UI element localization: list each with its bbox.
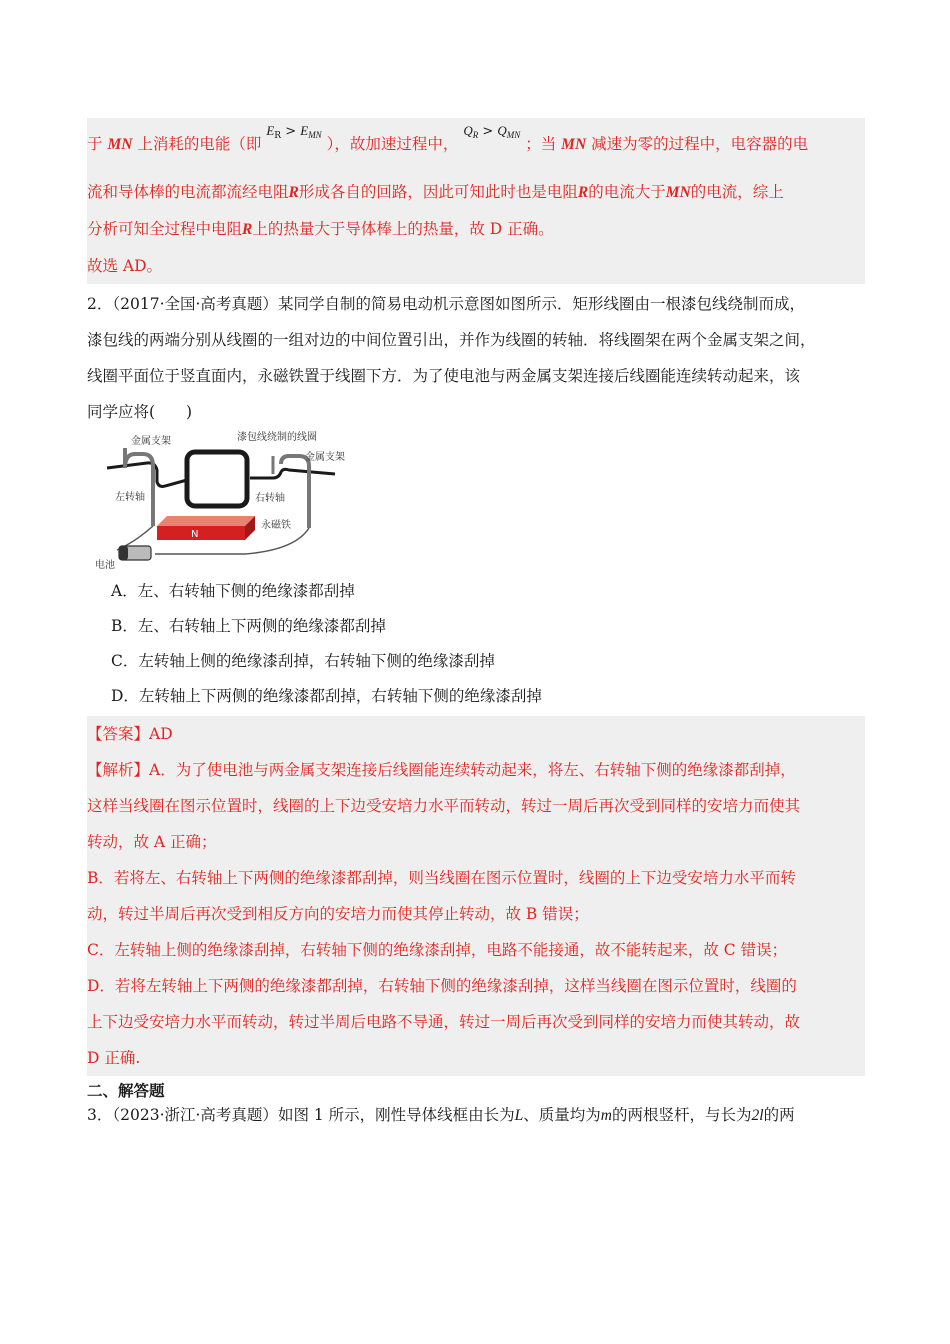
analysis-label: 【解析】	[87, 761, 150, 779]
analysis-line-2: 这样当线圈在图示位置时，线圈的上下边受安培力水平而转动，转过一周后再次受到同样的安培力而使其	[87, 797, 801, 815]
solution-line-3: 分析可知全过程中电阻R上的热量大于导体棒上的热量，故 D 正确。	[87, 220, 554, 238]
left-axle-wire	[107, 463, 187, 487]
q2-options	[87, 574, 865, 714]
motor-diagram-svg	[95, 430, 365, 570]
option-b: B．左、右转轴上下两侧的绝缘漆都刮掉	[111, 617, 386, 635]
answer-value: AD	[149, 725, 173, 743]
question-2	[87, 286, 865, 714]
solution-line-1: 于 MN 上消耗的电能（即 $E_R > E_{MN}$ ），故加速过程中， $Q_R > Q_{MN}$ ；当 MN 减速为零的过程中，电容器的电	[87, 124, 865, 170]
label-battery: 电池	[95, 560, 115, 570]
right-metal-bracket	[281, 456, 309, 528]
q2-answer-box	[87, 716, 865, 1076]
magnet-front	[157, 526, 245, 540]
q2-stem-line-4: 同学应将( )	[87, 403, 193, 421]
label-left-axis: 左转轴	[115, 492, 145, 503]
battery-cap	[119, 546, 128, 560]
label-coil: 漆包线绕制的线圈	[237, 432, 317, 443]
answer-line	[87, 716, 865, 752]
q2-stem-line-3: 线圈平面位于竖直面内，永磁铁置于线圈下方．为了使电池与两金属支架连接后线圈能连续转动起来，该	[87, 367, 801, 385]
analysis-line-9: D 正确.	[87, 1049, 141, 1067]
label-magnet: 永磁铁	[261, 520, 291, 531]
analysis-line-7: D．若将左转轴上下两侧的绝缘漆都刮掉，右转轴下侧的绝缘漆刮掉，这样当线圈在图示位置时，线圈的	[87, 977, 797, 995]
coil	[187, 452, 247, 506]
question-3: 3．（2023·浙江·高考真题）如图 1 所示，刚性导体线框由长为L、质量均为m的两根竖杆，与长为2l的两	[87, 1106, 795, 1124]
left-metal-bracket	[125, 448, 153, 526]
solution-line-4: 故选 AD。	[87, 257, 163, 275]
option-c: C．左转轴上侧的绝缘漆刮掉，右转轴下侧的绝缘漆刮掉	[111, 652, 495, 670]
option-a: A．左、右转轴下侧的绝缘漆都刮掉	[111, 582, 355, 600]
motor-diagram	[95, 430, 365, 570]
analysis-line-6: C．左转轴上侧的绝缘漆刮掉，右转轴下侧的绝缘漆刮掉，电路不能接通，故不能转起来，故 C 错误；	[87, 941, 788, 959]
analysis-line-1: 【解析】A．为了使电池与两金属支架连接后线圈能连续转动起来，将左、右转轴下侧的绝缘漆都刮掉，	[87, 761, 796, 779]
answer-label: 【答案】	[87, 725, 150, 743]
label-right-axis: 右转轴	[255, 493, 285, 504]
analysis-line-8: 上下边受安培力水平而转动，转过半周后电路不导通，转过一周后再次受到同样的安培力而使其转动，故	[87, 1013, 801, 1031]
energy-inequality: $E_R > E_{MN}$	[266, 123, 322, 141]
analysis-line-4: B．若将左、右转轴上下两侧的绝缘漆都刮掉，则当线圈在图示位置时，线圈的上下边受安培力水平而转	[87, 869, 796, 887]
section-heading: 二、解答题	[87, 1081, 165, 1100]
magnet-pole-label: N	[191, 529, 199, 540]
heat-inequality: $Q_R > Q_{MN}$	[463, 123, 521, 140]
solution-line-2: 流和导体棒的电流都流经电阻R形成各自的回路，因此可知此时也是电阻R的电流大于MN的电流，综上	[87, 183, 784, 201]
magnet-top	[157, 516, 255, 526]
document-page	[87, 118, 865, 1129]
q2-stem-line-2: 漆包线的两端分别从线圈的一组对边的中间位置引出，并作为线圈的转轴．将线圈架在两个金属支架之间，	[87, 331, 816, 349]
analysis-line-5: 动，转过半周后再次受到相反方向的安培力而使其停止转动，故 B 错误；	[87, 905, 589, 923]
right-axle-wire	[250, 469, 335, 478]
q2-stem-line-1: 2．（2017·全国·高考真题）某同学自制的简易电动机示意图如图所示．矩形线圈由一根漆包线绕制而成，	[87, 295, 805, 313]
option-d: D．左转轴上下两侧的绝缘漆都刮掉，右转轴下侧的绝缘漆刮掉	[111, 687, 542, 705]
analysis-line-3: 转动，故 A 正确；	[87, 833, 217, 851]
label-right-bracket: 金属支架	[305, 452, 345, 463]
label-left-bracket: 金属支架	[131, 436, 171, 447]
previous-solution-box	[87, 118, 865, 284]
